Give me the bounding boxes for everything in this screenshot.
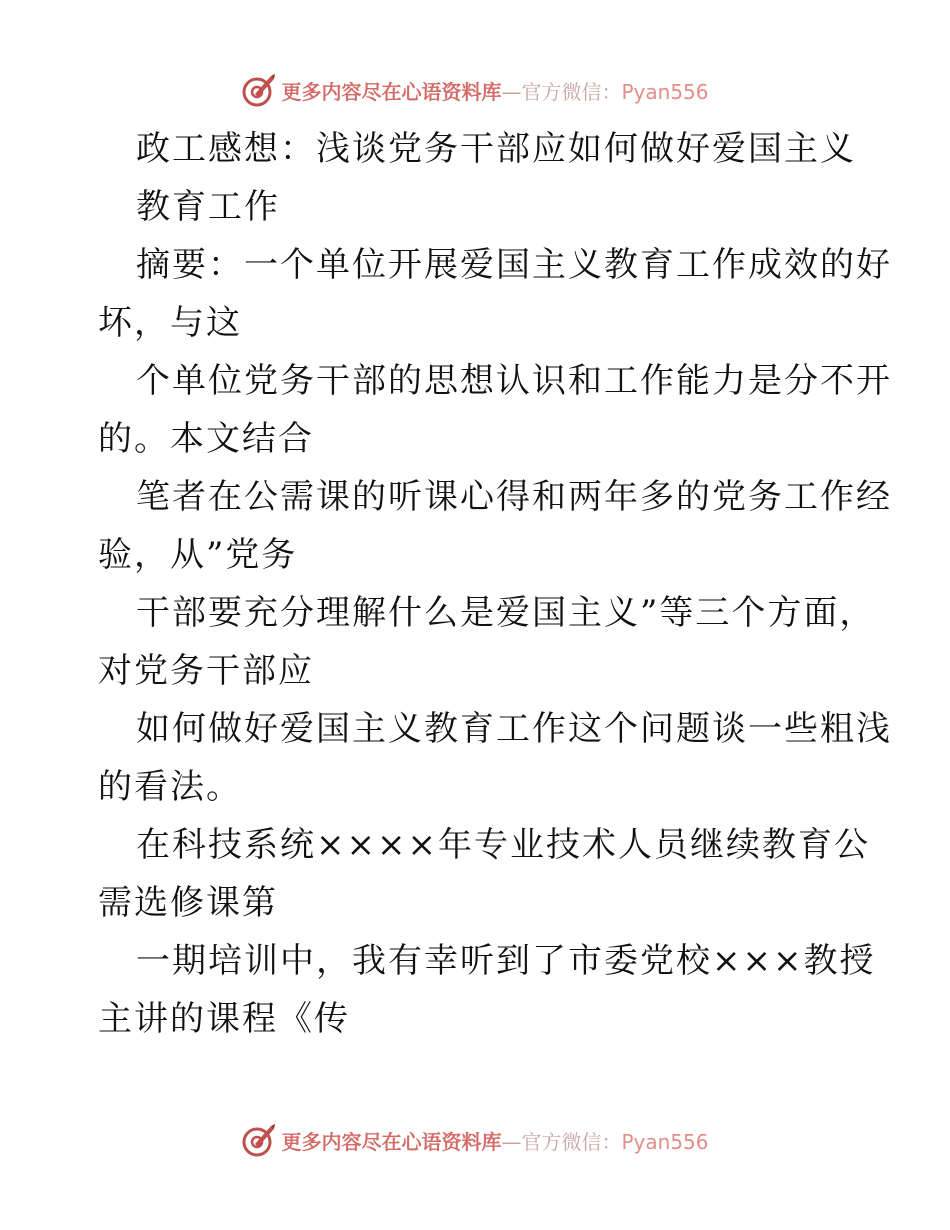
watermark-text bbox=[281, 1126, 708, 1155]
document-line: 的看法。 bbox=[98, 767, 242, 807]
watermark-wechat-id: Pyan556 bbox=[621, 79, 709, 104]
document-line: 笔者在公需课的听课心得和两年多的党务工作经 bbox=[136, 477, 892, 517]
document-line: 政工感想：浅谈党务干部应如何做好爱国主义 bbox=[136, 129, 856, 169]
document-line: 主讲的课程《传 bbox=[98, 999, 350, 1039]
watermark-text bbox=[281, 76, 708, 105]
watermark-dash: — bbox=[501, 79, 522, 104]
document-line: 在科技系统××××年专业技术人员继续教育公 bbox=[136, 825, 870, 865]
header-watermark bbox=[0, 70, 950, 110]
document-line: 需选修课第 bbox=[98, 883, 278, 923]
document-line: 坏，与这 bbox=[98, 303, 242, 343]
pen-logo-icon bbox=[241, 1122, 277, 1158]
document-line: 的。本文结合 bbox=[98, 419, 314, 459]
watermark-site-name: 更多内容尽在心语资料库 bbox=[281, 79, 502, 104]
document-line: 对党务干部应 bbox=[98, 651, 314, 691]
document-line: 个单位党务干部的思想认识和工作能力是分不开 bbox=[136, 361, 892, 401]
watermark-wechat-label: 官方微信： bbox=[521, 1129, 622, 1154]
watermark-site-name: 更多内容尽在心语资料库 bbox=[281, 1129, 502, 1154]
watermark-wechat-id: Pyan556 bbox=[621, 1129, 709, 1154]
document-line: 验，从”党务 bbox=[98, 535, 298, 575]
document-line: 一期培训中，我有幸听到了市委党校×××教授 bbox=[136, 941, 876, 981]
document-line: 教育工作 bbox=[136, 187, 280, 227]
footer-watermark bbox=[0, 1120, 950, 1160]
document-line: 摘要：一个单位开展爱国主义教育工作成效的好 bbox=[136, 245, 892, 285]
watermark-wechat-label: 官方微信： bbox=[521, 79, 622, 104]
pen-logo-icon bbox=[241, 72, 277, 108]
document-body bbox=[98, 120, 892, 1048]
document-line: 干部要充分理解什么是爱国主义”等三个方面， bbox=[136, 593, 876, 633]
document-line: 如何做好爱国主义教育工作这个问题谈一些粗浅 bbox=[136, 709, 892, 749]
watermark-dash: — bbox=[501, 1129, 522, 1154]
